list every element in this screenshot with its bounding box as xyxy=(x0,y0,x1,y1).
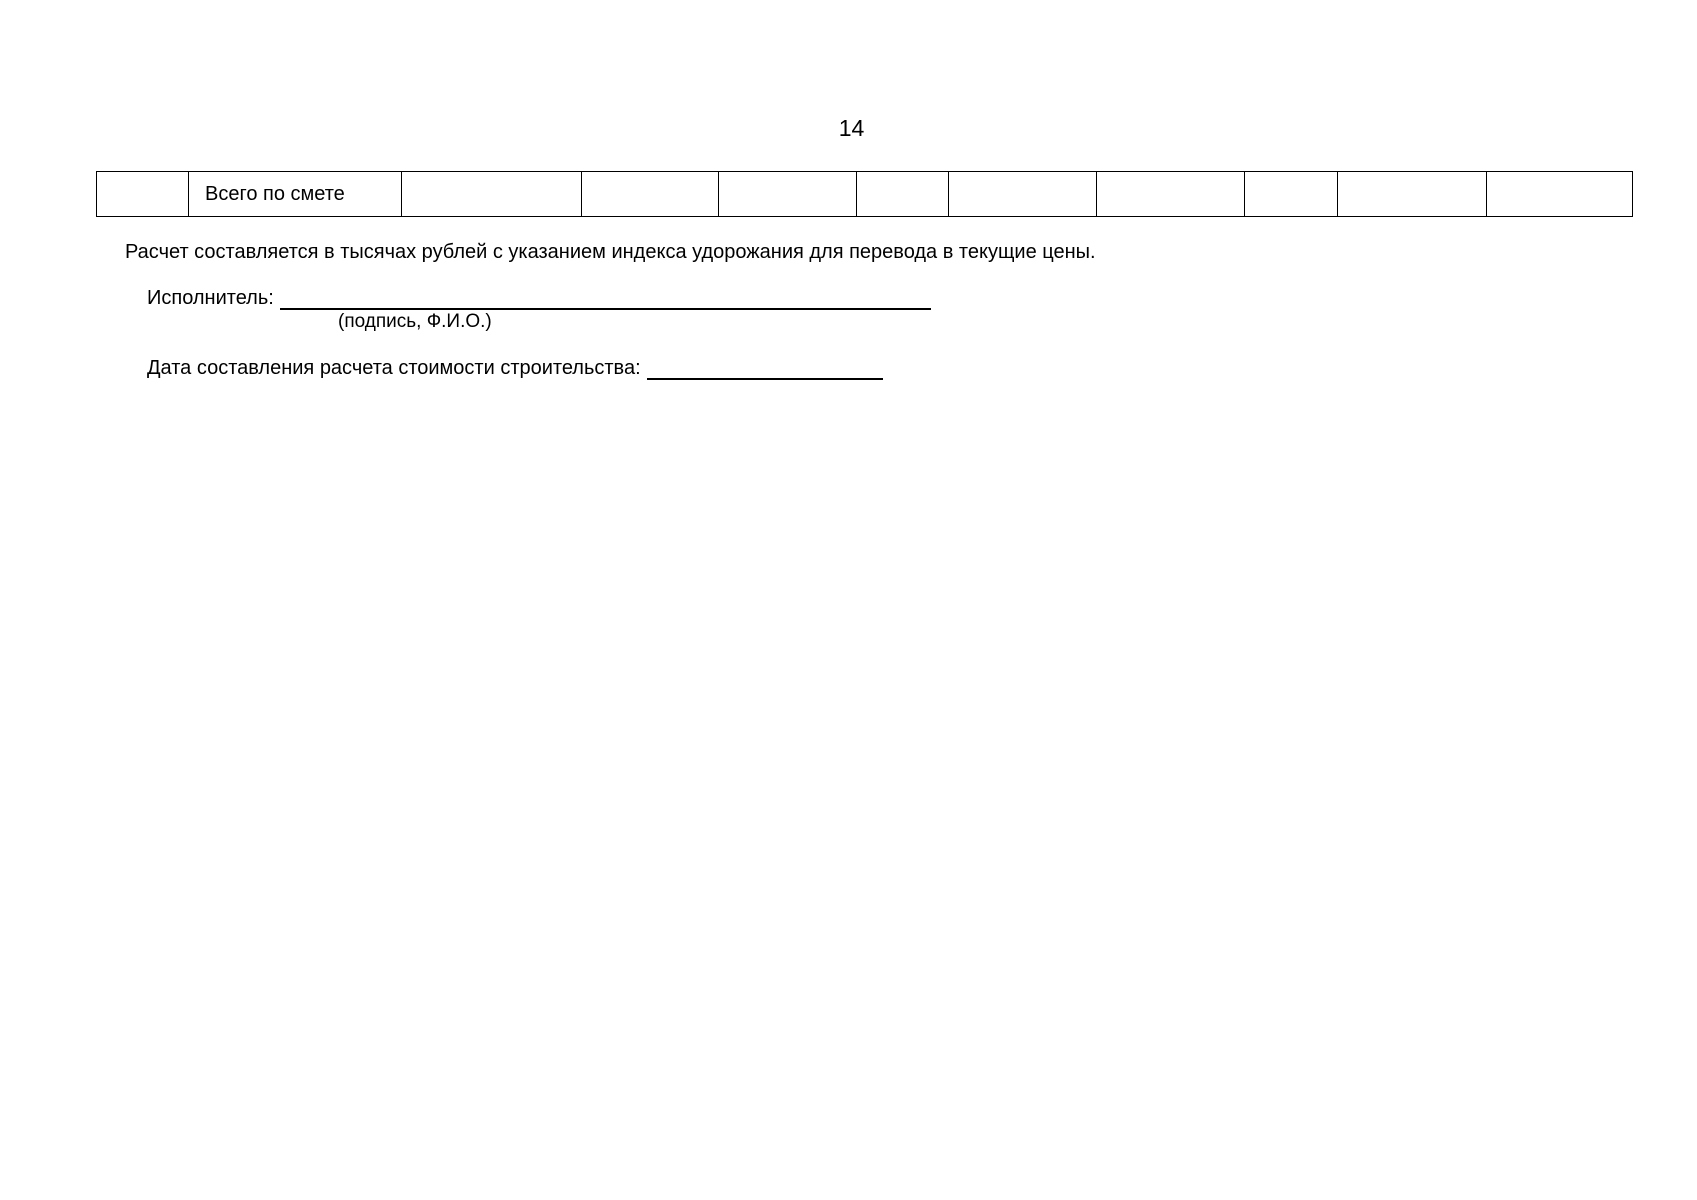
table-cell xyxy=(719,172,857,217)
date-row xyxy=(147,356,883,380)
date-line xyxy=(647,358,883,380)
signature-line xyxy=(280,288,931,310)
table-cell xyxy=(1487,172,1633,217)
table-row-total xyxy=(97,172,1633,217)
page-number xyxy=(0,114,1697,142)
signature-row xyxy=(147,286,931,310)
table-cell xyxy=(402,172,582,217)
table-cell xyxy=(857,172,949,217)
table-row-label: Всего по смете xyxy=(189,172,402,217)
table-cell xyxy=(949,172,1097,217)
date-label: Дата составления расчета стоимости строительства: xyxy=(147,357,641,379)
page-number-text: 14 xyxy=(838,115,865,141)
table-cell xyxy=(97,172,189,217)
estimate-total-table xyxy=(96,171,1633,217)
table-cell xyxy=(1245,172,1338,217)
signature-label: Исполнитель: xyxy=(147,287,274,309)
table-cell xyxy=(582,172,719,217)
table-cell xyxy=(1338,172,1487,217)
table-cell xyxy=(1097,172,1245,217)
calculation-note: Расчет составляется в тысячах рублей с указанием индекса удорожания для перевода в текущие цены. xyxy=(125,241,1096,263)
signature-caption: (подпись, Ф.И.О.) xyxy=(338,311,492,332)
